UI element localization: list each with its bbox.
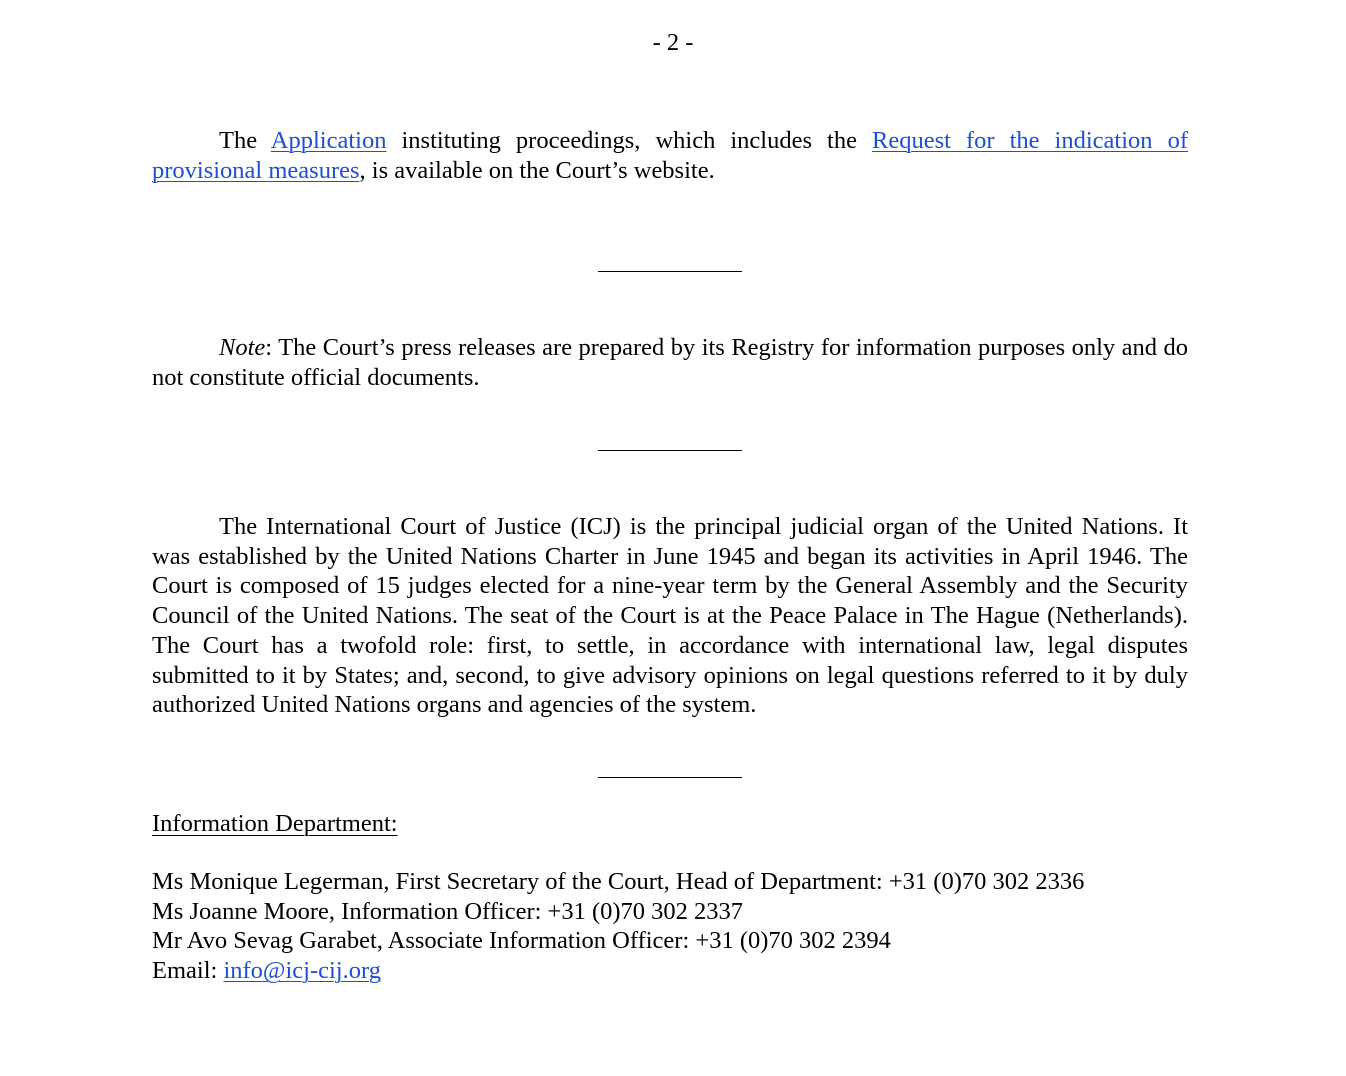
application-paragraph-text-2: instituting proceedings, which includes the xyxy=(386,127,873,154)
note-text: : The Court’s press releases are prepared by its Registry for information purposes only and do not constitute official documents. xyxy=(152,334,1188,391)
section-separator xyxy=(598,450,742,451)
email-label: Email: xyxy=(152,957,224,985)
application-paragraph xyxy=(152,126,1188,185)
page-number: - 2 - xyxy=(652,29,694,56)
contact-list xyxy=(152,867,1252,986)
note-paragraph xyxy=(152,333,1188,392)
contact-line-garabet: Mr Avo Sevag Garabet, Associate Information Officer: +31 (0)70 302 2394 xyxy=(152,927,891,955)
about-icj-paragraph: The International Court of Justice (ICJ) is the principal judicial organ of the United Nations. It was established by the United Nations Charter in June 1945 and began its activities in April 1946. The Court is composed of 15 judges elected for a nine-year term by the General Assembly and the Security Council of the United Nations. The seat of the Court is at the Peace Palace in The Hague (Netherlands). The Court has a twofold role: first, to settle, in accordance with international law, legal disputes submitted to it by States; and, second, to give advisory opinions on legal questions referred to it by duly authorized United Nations organs and agencies of the system. xyxy=(152,513,1188,719)
section-separator xyxy=(598,271,742,272)
section-separator xyxy=(598,777,742,778)
provisional-measures-request-link[interactable]: Request for the indication of provisional measures xyxy=(152,127,1188,184)
email-line xyxy=(152,956,1252,986)
application-link[interactable]: Application xyxy=(270,127,387,154)
note-label: Note xyxy=(219,334,266,361)
contact-line-legerman: Ms Monique Legerman, First Secretary of the Court, Head of Department: +31 (0)70 302 2336 xyxy=(152,868,1085,895)
contact-line-moore: Ms Joanne Moore, Information Officer: +31 (0)70 302 2337 xyxy=(152,897,744,925)
application-paragraph-text-1: The xyxy=(219,127,271,154)
application-paragraph-text-3: , is available on the Court’s website. xyxy=(359,156,715,184)
information-department-heading: Information Department: xyxy=(152,810,398,837)
email-link[interactable]: info@icj-cij.org xyxy=(223,957,381,985)
